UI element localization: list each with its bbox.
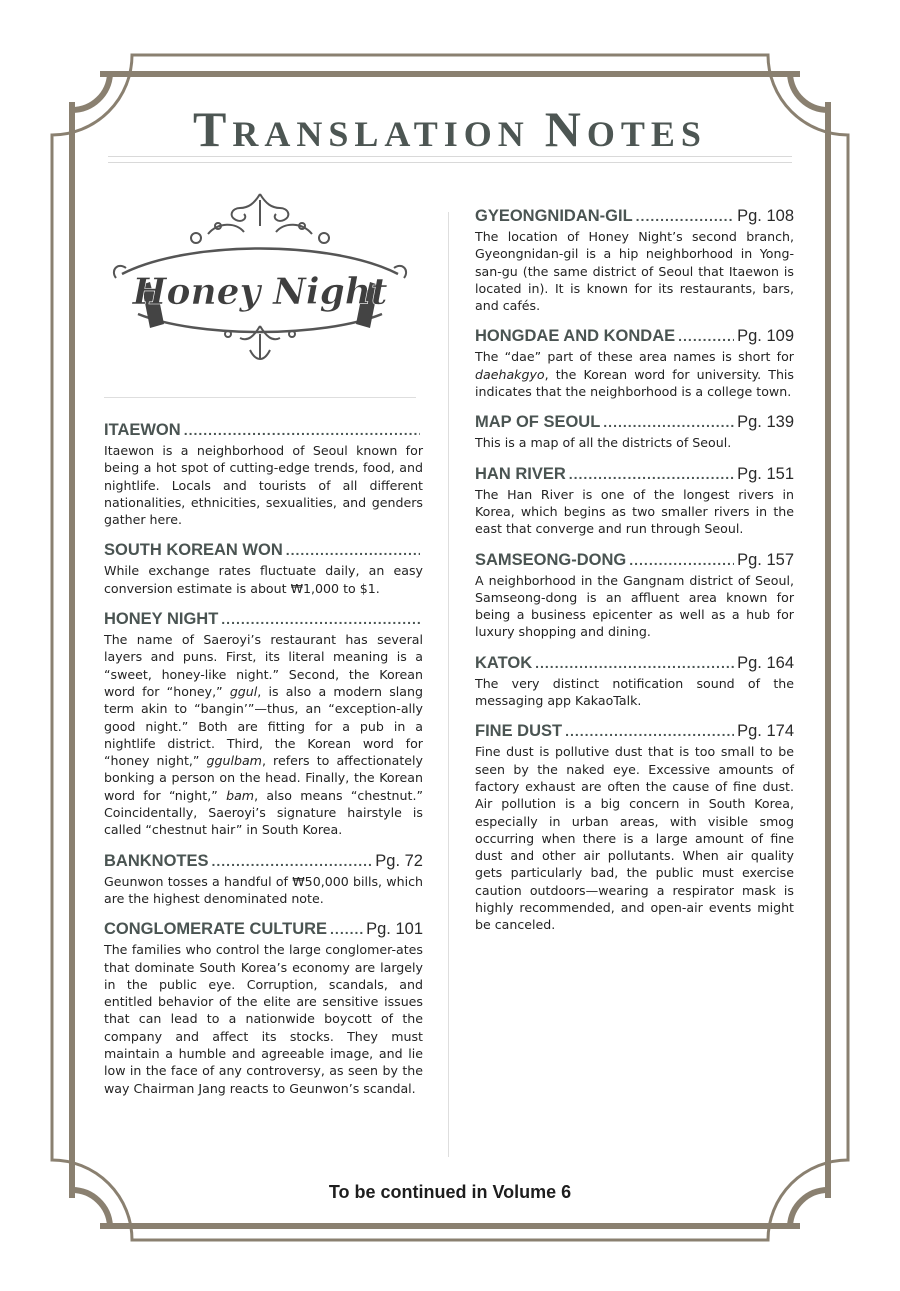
note-entry-itaewon <box>104 421 423 528</box>
note-body: While exchange rates fluctuate daily, an easy conversion estimate is about ₩1,000 to $1. <box>104 563 423 596</box>
dot-leader <box>212 853 373 869</box>
logo-divider <box>104 397 416 398</box>
page-reference: Pg. 108 <box>737 207 794 225</box>
body-text: The name of Saeroyi’s restaurant has several layers and puns. First, its literal meaning is a “sweet, honey-like night.” Second, the Korean word for “honey,” <box>104 632 423 699</box>
note-title: ITAEWON <box>104 421 181 439</box>
body-text: The “dae” part of these area names is short for <box>475 349 794 365</box>
note-body: Geunwon tosses a handful of ₩50,000 bills, which are the highest denominated note. <box>104 873 423 906</box>
dot-leader <box>535 655 734 671</box>
title-initial-t: T <box>193 101 233 157</box>
note-title: HONGDAE AND KONDAE <box>475 327 676 346</box>
dot-leader <box>330 921 363 937</box>
note-body: The Han River is one of the longest rivers in Korea, which begins as two smaller rivers in the east that converge and run through Seoul. <box>475 486 794 537</box>
note-body: This is a map of all the districts of Seoul. <box>475 435 732 451</box>
note-heading <box>475 207 794 226</box>
note-title: HONEY NIGHT <box>104 610 219 629</box>
dot-leader <box>629 552 734 568</box>
note-entry-katok <box>475 654 794 710</box>
note-heading <box>104 610 423 629</box>
note-entry-han-river <box>475 465 794 538</box>
note-entry-honey-night <box>104 610 423 839</box>
title-word-2: OTES <box>586 114 707 154</box>
italic-term: bam <box>226 787 255 803</box>
note-heading <box>475 327 794 346</box>
title-rule-top <box>108 156 792 157</box>
note-heading <box>104 852 423 871</box>
dot-leader <box>286 542 420 558</box>
note-entry-south-korean-won <box>104 541 423 597</box>
dot-leader <box>678 328 734 344</box>
body-text: , is also a modern slang term akin to “bangin’”—thus, an “exception-ally good night.” Both are fitting for a pub in a nightlife district. Third, the Korean word for “honey night,” <box>104 683 423 769</box>
page-reference: Pg. 101 <box>366 920 423 939</box>
logo-text: Honey Night <box>132 271 388 313</box>
page-reference: Pg. 72 <box>375 851 423 870</box>
title-initial-n: N <box>544 101 587 157</box>
note-heading <box>475 465 794 484</box>
note-body: The very distinct notification sound of the messaging app KakaoTalk. <box>475 675 794 709</box>
note-entry-hongdae-and-kondae <box>475 327 794 400</box>
page-reference: Pg. 174 <box>737 722 794 741</box>
note-title: CONGLOMERATE CULTURE <box>104 920 328 939</box>
honey-night-logo <box>108 186 412 366</box>
note-title: SOUTH KOREAN WON <box>104 541 283 560</box>
note-title: GYEONGNIDAN-GIL <box>475 207 633 225</box>
note-heading <box>104 541 423 560</box>
title-word-1: RANSLATION <box>232 114 530 154</box>
note-title: MAP OF SEOUL <box>475 413 601 432</box>
page-reference: Pg. 157 <box>737 550 794 569</box>
italic-term: ggulbam <box>206 753 262 769</box>
note-title: KATOK <box>475 653 533 672</box>
dot-leader <box>565 723 734 739</box>
note-entry-gyeongnidan-gil <box>475 207 794 314</box>
body-text: , refers to affectionately bonking a person on the head. Finally, the Korean word for “night,” <box>104 753 423 803</box>
note-body: A neighborhood in the Gangnam district of Seoul, Samseong-dong is an affluent area known for being a business epicenter as well as a hub for luxury shopping and dining. <box>475 572 794 640</box>
note-title: BANKNOTES <box>104 851 209 870</box>
note-heading <box>104 421 423 440</box>
left-column <box>104 421 423 1110</box>
note-heading <box>104 920 423 939</box>
dot-leader <box>636 208 734 224</box>
note-heading <box>475 413 794 432</box>
note-entry-fine-dust <box>475 722 794 933</box>
dot-leader <box>184 422 420 438</box>
page-reference: Pg. 109 <box>737 327 794 346</box>
note-title: FINE DUST <box>475 722 563 741</box>
note-body: Itaewon is a neighborhood of Seoul known for being a hot spot of cutting-edge trends, food, and nightlife. Locals and tourists of all different nationalities, ethnicities, sexualities, and genders gather here. <box>104 443 423 528</box>
page-reference: Pg. 139 <box>737 413 794 432</box>
body-text: , also means “chestnut.” Coincidentally, Saeroyi’s signature hairstyle is called “chestnut hair” in South Korea. <box>104 787 423 838</box>
dot-leader <box>569 466 734 482</box>
note-heading <box>475 654 794 673</box>
note-body <box>475 348 794 400</box>
column-divider <box>448 212 449 1157</box>
note-heading <box>475 551 794 570</box>
title-rule-bottom <box>108 162 792 163</box>
note-entry-map-of-seoul <box>475 413 794 451</box>
note-body <box>104 631 423 839</box>
note-entry-banknotes <box>104 852 423 908</box>
page-title <box>0 100 900 158</box>
note-body: The families who control the large conglomer-ates that dominate South Korea’s economy are largely in the public eye. Corruption, scandals, and entitled behavior of the elite are sensitive issues that can lead to a nationwide boycott of the company and affect its stocks. They must maintain a humble and agreeable image, and lie low in the face of any controversy, as seen by the way Chairman Jang reacts to Geunwon’s scandal. <box>104 942 423 1096</box>
page-reference: Pg. 151 <box>737 464 794 483</box>
note-title: HAN RIVER <box>475 464 566 483</box>
right-column <box>475 207 794 947</box>
body-text: , the Korean word for university. This indicates that the neighborhood is a college town. <box>475 366 794 400</box>
note-body: Fine dust is pollutive dust that is too small to be seen by the naked eye. Excessive amounts of factory exhaust are often the cause of fine dust. Air pollution is a big concern in South Korea, especially in urban areas, with visible smog occurring when there is a large amount of fine dust and other air pollutants. When air quality gets particularly bad, the public must exercise caution outdoors—wearing a respirator mask is highly recommended, and open-air events might be canceled. <box>475 744 794 933</box>
italic-term: ggul <box>229 683 258 699</box>
italic-term: daehakgyo <box>475 366 545 382</box>
note-heading <box>475 722 794 741</box>
page-reference: Pg. 164 <box>737 653 794 672</box>
note-entry-conglomerate-culture <box>104 920 423 1097</box>
note-body: The location of Honey Night’s second branch, Gyeongnidan-gil is a hip neighborhood in Yong-san-gu (the same district of Seoul that Itaewon is located in). It is known for its restaurants, bars, and cafés. <box>475 229 794 314</box>
note-entry-samseong-dong <box>475 551 794 641</box>
dot-leader <box>603 414 734 430</box>
dot-leader <box>221 611 420 627</box>
continued-note: To be continued in Volume 6 <box>328 1182 572 1202</box>
note-title: SAMSEONG-DONG <box>475 550 627 569</box>
